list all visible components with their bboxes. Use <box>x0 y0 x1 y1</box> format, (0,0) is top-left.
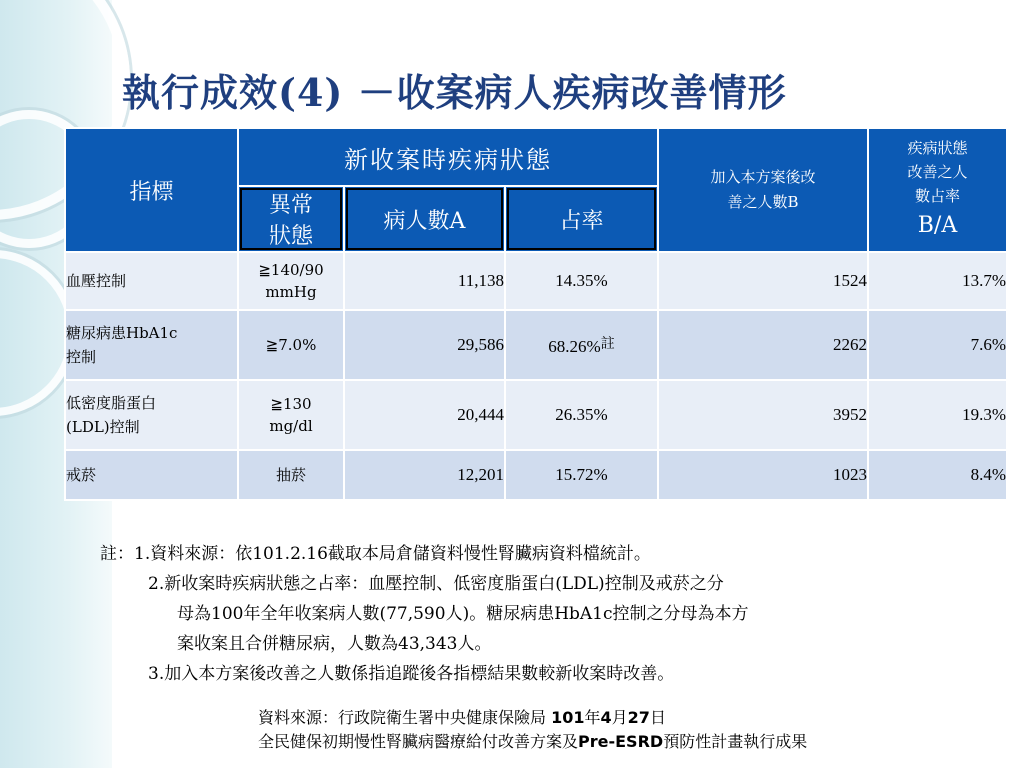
row-patients-a: 20,444 <box>344 380 505 450</box>
source-line1 <box>258 706 1018 730</box>
source-month: 4 <box>600 708 612 727</box>
header-patients-a: 病人數A <box>344 186 505 252</box>
source-line2 <box>258 730 1018 754</box>
row-label-line2: 控制 <box>66 348 97 366</box>
row-abnormal <box>238 310 344 380</box>
row-patients-a: 11,138 <box>344 252 505 310</box>
row-ratio: 19.3% <box>868 380 1007 450</box>
source-line2-bold: Pre-ESRD <box>578 732 664 751</box>
page-title: 執行成效(4) －收案病人疾病改善情形 <box>122 70 787 115</box>
header-abnormal-line2: 狀態 <box>268 224 313 249</box>
footnote-2-line2: 母為100年全年收案病人數(77,590人)。糖尿病患HbA1c控制之分母為本方 <box>177 604 749 624</box>
row-label <box>65 380 238 450</box>
footnote-1 <box>100 539 1010 569</box>
row-label <box>65 450 238 500</box>
table-row <box>65 252 1007 310</box>
header-improved-b-line1: 加入本方案後改 <box>710 167 816 186</box>
footnote-3: 3.加入本方案後改善之人數係指追蹤後各指標結果數較新收案時改善。 <box>148 664 675 684</box>
source-line2-suffix: 預防性計畫執行成果 <box>663 732 808 751</box>
row-abnormal-line2: mmHg <box>265 283 317 301</box>
table-row <box>65 310 1007 380</box>
row-label-line1: 戒菸 <box>66 466 97 484</box>
row-label-line2: (LDL)控制 <box>66 418 140 436</box>
header-rate: 占率 <box>505 186 658 252</box>
source-year: 101 <box>551 708 585 727</box>
row-improved-b: 2262 <box>658 310 868 380</box>
improvement-table <box>64 127 1008 501</box>
row-patients-a: 12,201 <box>344 450 505 500</box>
footnotes <box>100 539 1010 689</box>
rate-note-marker: 註 <box>600 336 615 352</box>
row-label-line1: 低密度脂蛋白 <box>66 394 157 412</box>
row-label <box>65 310 238 380</box>
header-ratio-line2: 改善之人 <box>907 163 968 182</box>
source-line1-prefix: 資料來源：行政院衛生署中央健康保險局 <box>258 708 552 727</box>
row-abnormal-line1: 抽菸 <box>275 465 306 484</box>
header-abnormal <box>238 186 344 252</box>
header-ratio-line4: B/A <box>917 213 958 239</box>
header-new-case-status: 新收案時疾病狀態 <box>238 128 658 186</box>
row-patients-a: 29,586 <box>344 310 505 380</box>
row-abnormal-line1: ≧140/90 <box>258 260 324 279</box>
source-day-char: 日 <box>649 708 666 727</box>
header-abnormal-line1: 異常 <box>268 193 313 218</box>
row-ratio: 13.7% <box>868 252 1007 310</box>
row-improved-b: 1524 <box>658 252 868 310</box>
row-abnormal <box>238 450 344 500</box>
source-citation <box>258 706 1018 754</box>
footnote-1-text: 1.資料來源：依101.2.16截取本局倉儲資料慢性腎臟病資料檔統計。 <box>134 544 651 564</box>
row-improved-b: 1023 <box>658 450 868 500</box>
row-improved-b: 3952 <box>658 380 868 450</box>
row-abnormal-line1: ≧130 <box>270 394 312 413</box>
header-improved-b <box>658 128 868 252</box>
row-label-line1: 糖尿病患HbA1c <box>66 324 178 342</box>
table-row <box>65 380 1007 450</box>
footnote-prefix: 註： <box>100 544 134 564</box>
row-label <box>65 252 238 310</box>
header-index: 指標 <box>65 128 238 252</box>
row-abnormal-line2: mg/dl <box>269 417 313 435</box>
source-year-char: 年 <box>584 708 601 727</box>
row-abnormal <box>238 252 344 310</box>
header-ratio-line1: 疾病狀態 <box>907 139 968 158</box>
footnote-2-line1: 2.新收案時疾病狀態之占率：血壓控制、低密度脂蛋白(LDL)控制及戒菸之分 <box>148 574 724 594</box>
source-month-char: 月 <box>611 708 628 727</box>
source-line2-prefix: 全民健保初期慢性腎臟病醫療給付改善方案及 <box>258 732 579 751</box>
row-rate <box>505 310 658 380</box>
row-ratio: 7.6% <box>868 310 1007 380</box>
header-ratio <box>868 128 1007 252</box>
row-rate: 26.35% <box>505 380 658 450</box>
row-ratio: 8.4% <box>868 450 1007 500</box>
row-rate: 15.72% <box>505 450 658 500</box>
source-day: 27 <box>627 708 650 727</box>
row-rate-value: 68.26% <box>548 337 601 356</box>
table-row <box>65 450 1007 500</box>
row-label-line1: 血壓控制 <box>66 272 127 290</box>
header-ratio-line3: 數占率 <box>914 187 960 206</box>
row-abnormal-line1: ≧7.0% <box>265 335 317 354</box>
row-rate: 14.35% <box>505 252 658 310</box>
header-improved-b-line2: 善之人數B <box>727 193 799 211</box>
row-abnormal <box>238 380 344 450</box>
footnote-2-line3: 案收案且合併糖尿病，人數為43,343人。 <box>177 634 492 654</box>
